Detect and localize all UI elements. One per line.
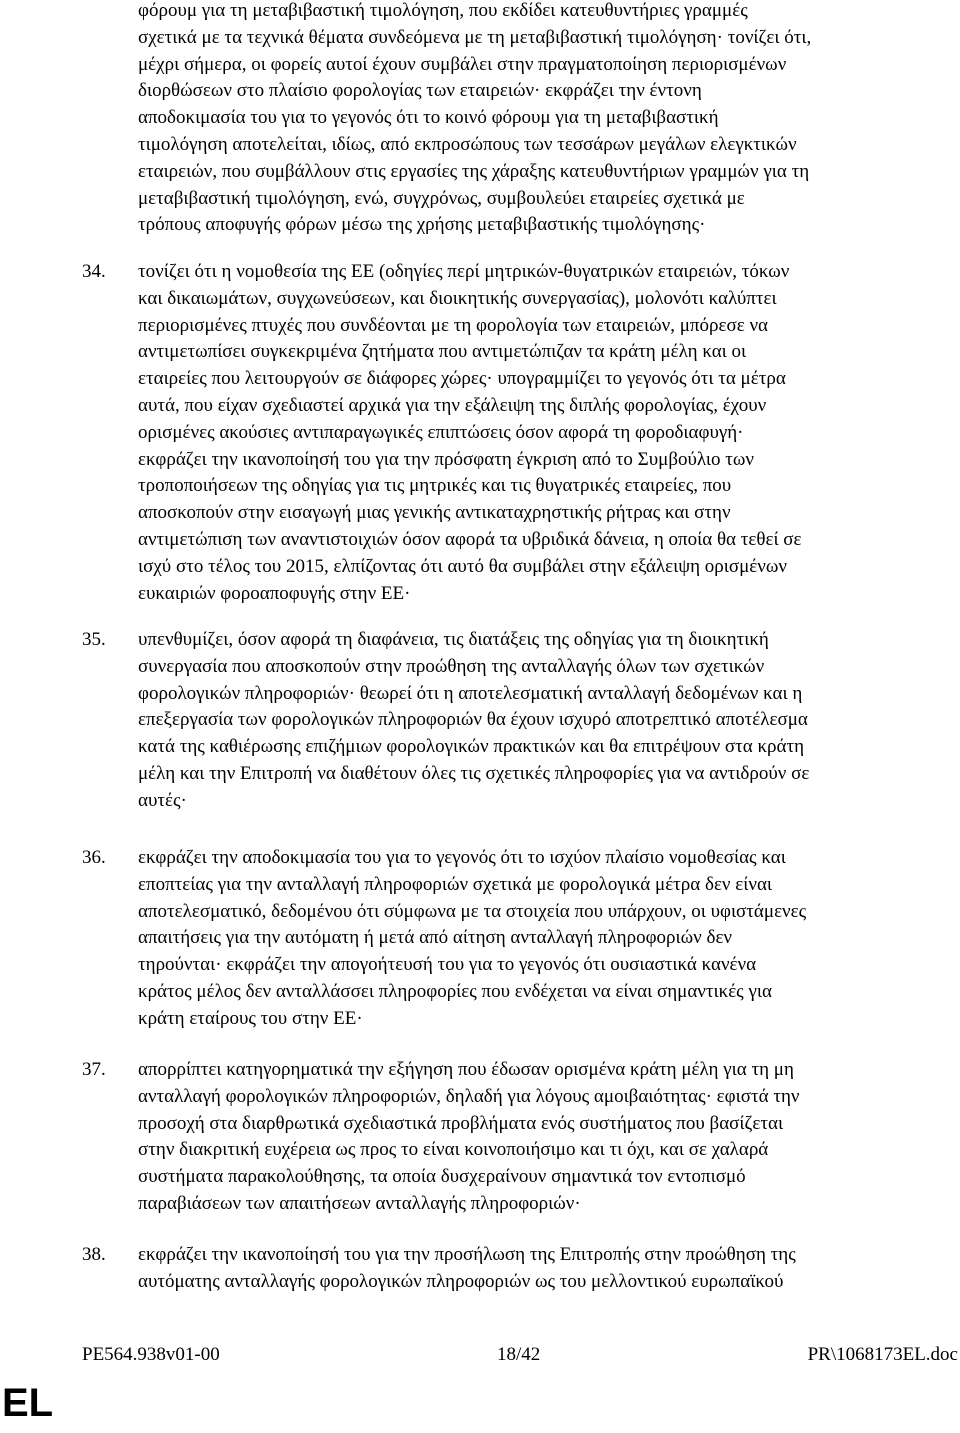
paragraph-line: αποσκοπούν στην εισαγωγή μιας γενικής αντικαταχρηστικής ρήτρας και στην xyxy=(138,502,731,524)
paragraph-number: 38. xyxy=(82,1244,106,1265)
paragraph-line: αντιμετώπιση των αναντιστοιχιών όσον αφορά τα υβριδικά δάνεια, η οποία θα τεθεί σε xyxy=(138,529,802,550)
paragraph-line: ορισμένες ακούσιες αντιπαραγωγικές επιπτώσεις όσον αφορά τη φοροδιαφυγή· xyxy=(138,421,744,443)
paragraph-number: 36. xyxy=(82,847,106,868)
paragraph-number: 35. xyxy=(82,629,106,650)
paragraph-line: συνεργασία που αποσκοπούν στην προώθηση της ανταλλαγής όλων των σχετικών xyxy=(138,655,765,677)
paragraph-line: εποπτείας για την ανταλλαγή πληροφοριών σχετικά με φορολογικά μέτρα δεν είναι xyxy=(138,873,773,895)
paragraph-line: τρόπους αποφυγής φόρων μέσω της χρήσης μεταβιβαστικής τιμολόγησης· xyxy=(138,214,706,236)
paragraph-line: στην διακριτική ευχέρεια ως προς το είναι κοινοποιήσιμο και τι όχι, και σε χαλαρά xyxy=(138,1139,769,1161)
paragraph-line: υπενθυμίζει, όσον αφορά τη διαφάνεια, τις διατάξεις της οδηγίας για τη διοικητική xyxy=(138,629,769,650)
paragraph-line: ισχύ στο τέλος του 2015, ελπίζοντας ότι αυτό θα συμβάλει στην εξάλειψη ορισμένων xyxy=(138,555,787,577)
paragraph-line: κράτη εταίρους του στην ΕΕ· xyxy=(138,1007,363,1029)
paragraph-line: διορθώσεων στο πλαίσιο φορολογίας των εταιρειών· εκφράζει την έντονη xyxy=(138,80,702,102)
paragraph-line: αντιμετωπίσει συγκεκριμένα ζητήματα που αντιμετώπιζαν τα κράτη μέλη και οι xyxy=(138,341,747,363)
paragraph-line: ανταλλαγή φορολογικών πληροφοριών, δηλαδή για λόγους αμοιβαιότητας· εφιστά την xyxy=(138,1085,800,1107)
paragraph-line: αποδοκιμασία του για το γεγονός ότι το κοινό φόρουμ για τη μεταβιβαστική xyxy=(138,107,719,129)
paragraph-line: εκφράζει την αποδοκιμασία του για το γεγονός ότι το ισχύον πλαίσιο νομοθεσίας και xyxy=(138,847,786,868)
paragraph-line: παραβιάσεων των απαιτήσεων ανταλλαγής πληροφοριών· xyxy=(138,1193,581,1214)
paragraph-line: αυτές· xyxy=(138,789,187,811)
paragraph-line: αυτά, που είχαν σχεδιαστεί αρχικά για την εξάλειψη της διπλής φορολογίας, έχουν xyxy=(138,395,767,416)
paragraph-line: τηρούνται· εκφράζει την απογοήτευσή του για το γεγονός ότι ουσιαστικά κανένα xyxy=(138,954,757,976)
paragraph-line: αποτελεσματικό, δεδομένου ότι σύμφωνα με τα στοιχεία που υπάρχουν, οι υφιστάμενες xyxy=(138,900,807,922)
paragraph-line: απαιτήσεις για την αυτόματη ή μετά από αίτηση ανταλλαγή πληροφοριών δεν xyxy=(138,927,733,949)
paragraph-line: ευκαιριών φοροαποφυγής στην ΕΕ· xyxy=(138,582,411,604)
paragraph-line: εταιρειών, που συμβάλλουν στις εργασίες της χάραξης κατευθυντήριων γραμμών για τη xyxy=(138,160,810,182)
paragraph-line: εκφράζει την ικανοποίησή του για την πρόσφατη έγκριση από το Συμβούλιο των xyxy=(138,448,754,470)
paragraph-line: επεξεργασία των φορολογικών πληροφοριών θα έχουν ισχυρό αποτρεπτικό αποτέλεσμα xyxy=(138,709,808,731)
footer-file-ref: PR\1068173EL.doc xyxy=(807,1344,958,1365)
footer-page-number: 18/42 xyxy=(497,1344,541,1365)
paragraph-line: κατά της καθιέρωσης επιζήμιων φορολογικών πρακτικών και θα επιτρέψουν στα κράτη xyxy=(138,736,805,758)
paragraph-line: φορολογικών πληροφοριών· θεωρεί ότι η αποτελεσματική ανταλλαγή δεδομένων και η xyxy=(138,682,803,704)
paragraph-number: 37. xyxy=(82,1059,106,1080)
paragraph-line: σχετικά με τα τεχνικά θέματα συνδεόμενα με τη μεταβιβαστική τιμολόγηση· τονίζει ότι, xyxy=(138,26,812,48)
footer-doc-ref: PE564.938v01-00 xyxy=(82,1344,220,1365)
language-code: EL xyxy=(2,1381,54,1425)
paragraph-line: και δικαιωμάτων, συγχωνεύσεων, και διοικητικής συνεργασίας), μολονότι καλύπτει xyxy=(138,287,777,309)
paragraph-line: αυτόματης ανταλλαγής φορολογικών πληροφοριών ως του μελλοντικού ευρωπαϊκού xyxy=(138,1270,784,1292)
paragraph-number: 34. xyxy=(82,261,106,282)
paragraph-line: μέχρι σήμερα, οι φορείς αυτοί έχουν συμβάλει στην πραγματοποίηση περιορισμένων xyxy=(138,53,787,75)
paragraph-line: τροποποιήσεων της οδηγίας για τις μητρικές και τις θυγατρικές εταιρείες, που xyxy=(138,475,732,497)
paragraph-line: μεταβιβαστική τιμολόγηση, ενώ, συγχρόνως, συμβουλεύει εταιρείες σχετικά με xyxy=(138,187,745,209)
paragraph-line: μέλη και την Επιτροπή να διαθέτουν όλες τις σχετικές πληροφορίες για να αντιδρούν σε xyxy=(138,763,810,784)
paragraph-line: τονίζει ότι η νομοθεσία της ΕΕ (οδηγίες περί μητρικών-θυγατρικών εταιρειών, τόκων xyxy=(138,261,790,282)
paragraph-line: φόρουμ για τη μεταβιβαστική τιμολόγηση, που εκδίδει κατευθυντήριες γραμμές xyxy=(138,0,748,21)
paragraph-line: εταιρείες που λειτουργούν σε διάφορες χώρες· υπογραμμίζει το γεγονός ότι τα μέτρα xyxy=(138,368,786,390)
paragraph-line: συστήματα παρακολούθησης, τα οποία δυσχεραίνουν σημαντικά τον εντοπισμό xyxy=(138,1166,746,1188)
paragraph-line: περιορισμένες πτυχές που συνδέονται με τη φορολογία των εταιρειών, μπόρεσε να xyxy=(138,314,768,336)
paragraph-line: τιμολόγηση αποτελείται, ιδίως, από εκπροσώπους των τεσσάρων μεγάλων ελεγκτικών xyxy=(138,134,797,155)
paragraph-line: απορρίπτει κατηγορηματικά την εξήγηση που έδωσαν ορισμένα κράτη μέλη για τη μη xyxy=(138,1059,794,1080)
paragraph-line: προσοχή στα διαρθρωτικά σχεδιαστικά προβλήματα ενός συστήματος που βασίζεται xyxy=(138,1112,784,1134)
paragraph-line: εκφράζει την ικανοποίησή του για την προσήλωση της Επιτροπής στην προώθηση της xyxy=(138,1244,796,1265)
paragraph-line: κράτος μέλος δεν ανταλλάσσει πληροφορίες που ενδέχεται να είναι σημαντικές για xyxy=(138,981,772,1002)
